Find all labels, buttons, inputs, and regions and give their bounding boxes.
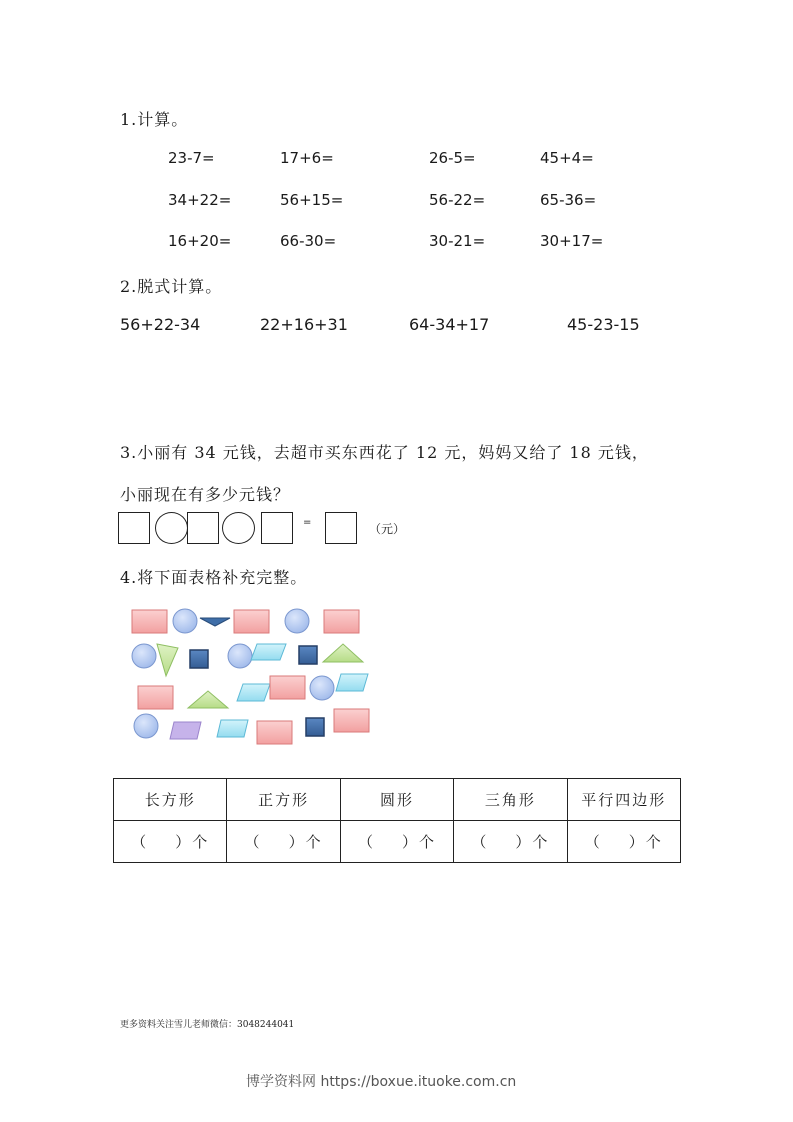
- rectangle-shape: [270, 676, 305, 699]
- circle-shape: [132, 644, 156, 668]
- expression: 56+22-34: [120, 315, 201, 334]
- answer-box[interactable]: [261, 512, 293, 544]
- equation: 56-22=: [429, 191, 486, 209]
- equation: 23-7=: [168, 149, 215, 167]
- q3-line1: 3.小丽有 34 元钱，去超市买东西花了 12 元，妈妈又给了 18 元钱，: [120, 443, 649, 462]
- rectangle-shape: [234, 610, 269, 633]
- count-cell[interactable]: （ ）个: [454, 821, 567, 863]
- circle-shape: [310, 676, 334, 700]
- equation: 65-36=: [540, 191, 597, 209]
- parallelogram-shape: [237, 684, 270, 701]
- equation: 30-21=: [429, 232, 486, 250]
- shapes-picture: [120, 600, 380, 750]
- circle-shape: [285, 609, 309, 633]
- parallelogram-shape: [217, 720, 248, 737]
- unit-label: （元）: [369, 522, 406, 536]
- table-row: [114, 821, 681, 863]
- table-header: 长方形: [114, 779, 227, 821]
- equation: 45+4=: [540, 149, 594, 167]
- rectangle-shape: [138, 686, 173, 709]
- parallelogram-shape: [251, 644, 286, 660]
- circle-shape: [173, 609, 197, 633]
- parallelogram-shape: [170, 722, 201, 739]
- count-cell[interactable]: （ ）个: [114, 821, 227, 863]
- equation: 17+6=: [280, 149, 334, 167]
- equation: 56+15=: [280, 191, 344, 209]
- count-cell[interactable]: （ ）个: [340, 821, 453, 863]
- footer-note: 更多资料关注雪儿老师微信：3048244041: [120, 1020, 295, 1030]
- triangle-shape: [200, 618, 230, 626]
- table-header: 正方形: [227, 779, 340, 821]
- equation: 34+22=: [168, 191, 232, 209]
- operator-circle[interactable]: [155, 512, 188, 544]
- triangle-shape: [157, 644, 178, 676]
- table-header: 三角形: [454, 779, 567, 821]
- square-shape: [190, 650, 208, 668]
- answer-box[interactable]: [118, 512, 150, 544]
- q1-title: 1.计算。: [120, 110, 189, 129]
- equals-sign: =: [303, 517, 312, 528]
- square-shape: [306, 718, 324, 736]
- q2-title: 2.脱式计算。: [120, 277, 223, 296]
- operator-circle[interactable]: [222, 512, 255, 544]
- table-header: 圆形: [340, 779, 453, 821]
- rectangle-shape: [257, 721, 292, 744]
- expression: 64-34+17: [409, 315, 490, 334]
- result-box[interactable]: [325, 512, 357, 544]
- table-header-row: [114, 779, 681, 821]
- expression: 45-23-15: [567, 315, 640, 334]
- count-cell[interactable]: （ ）个: [567, 821, 680, 863]
- triangle-shape: [188, 691, 228, 708]
- rectangle-shape: [334, 709, 369, 732]
- watermark: 博学资料网 https://boxue.ituoke.com.cn: [246, 1074, 517, 1090]
- equation: 30+17=: [540, 232, 604, 250]
- circle-shape: [228, 644, 252, 668]
- q4-title: 4.将下面表格补充完整。: [120, 568, 308, 587]
- count-cell[interactable]: （ ）个: [227, 821, 340, 863]
- equation: 26-5=: [429, 149, 476, 167]
- q3-line2: 小丽现在有多少元钱？: [120, 485, 291, 504]
- equation: 66-30=: [280, 232, 337, 250]
- parallelogram-shape: [336, 674, 368, 691]
- rectangle-shape: [132, 610, 167, 633]
- answer-table: [113, 778, 681, 863]
- rectangle-shape: [324, 610, 359, 633]
- expression: 22+16+31: [260, 315, 348, 334]
- square-shape: [299, 646, 317, 664]
- table-header: 平行四边形: [567, 779, 680, 821]
- circle-shape: [134, 714, 158, 738]
- equation: 16+20=: [168, 232, 232, 250]
- triangle-shape: [323, 644, 363, 662]
- answer-box[interactable]: [187, 512, 219, 544]
